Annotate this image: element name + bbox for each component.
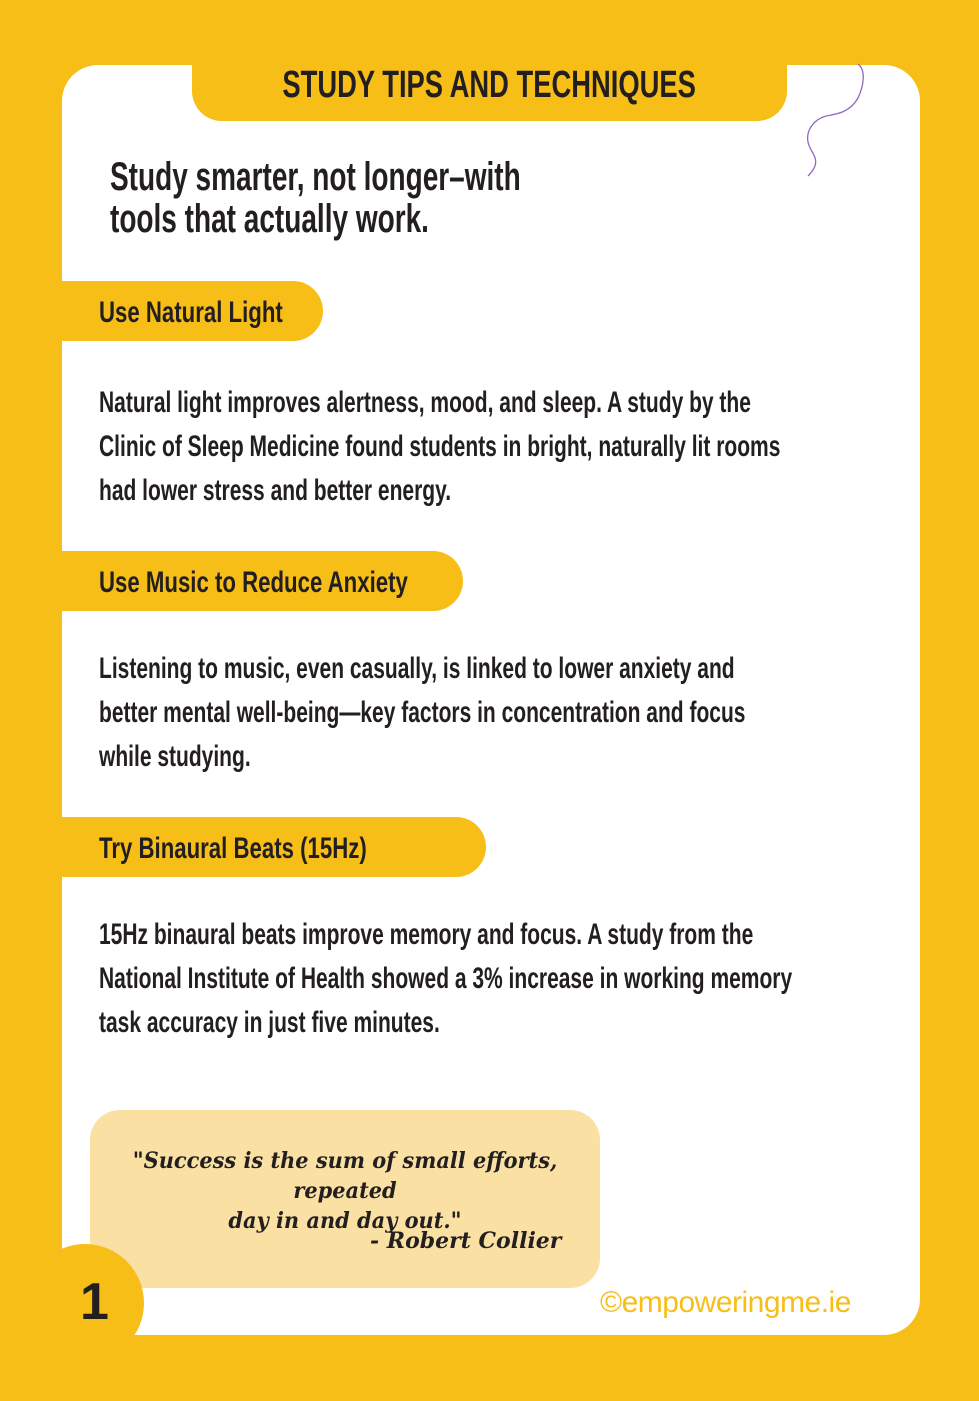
body-line: National Institute of Health showed a 3% increase in working memory <box>99 962 793 995</box>
body-line: task accuracy in just five minutes. <box>99 1006 440 1039</box>
quote-box <box>90 1110 600 1288</box>
body-line: Clinic of Sleep Medicine found students in bright, naturally lit rooms <box>99 430 781 463</box>
section-title-label: Use Natural Light <box>99 296 283 329</box>
decorative-squiggle-icon <box>790 60 880 180</box>
section-body-binaural-beats <box>99 913 979 1045</box>
headline <box>110 156 697 240</box>
section-title-binaural-beats <box>62 817 486 877</box>
body-line: while studying. <box>99 740 251 773</box>
section-body-natural-light <box>99 381 979 513</box>
headline-line: tools that actually work. <box>110 197 429 241</box>
page-title: STUDY TIPS AND TECHNIQUES <box>282 64 697 106</box>
page-number: 1 <box>80 1273 109 1331</box>
quote-text <box>90 1146 600 1236</box>
body-line: 15Hz binaural beats improve memory and focus. A study from the <box>99 918 754 951</box>
body-line: better mental well-being—key factors in concentration and focus <box>99 696 746 729</box>
header-tab <box>192 40 787 121</box>
section-body-music <box>99 647 979 779</box>
section-title-natural-light <box>62 281 323 341</box>
body-line: had lower stress and better energy. <box>99 474 452 507</box>
body-line: Listening to music, even casually, is linked to lower anxiety and <box>99 652 735 685</box>
quote-author: - Robert Collier <box>370 1228 562 1254</box>
quote-line: "Success is the sum of small efforts, repeated <box>132 1148 558 1204</box>
body-line: Natural light improves alertness, mood, and sleep. A study by the <box>99 386 751 419</box>
copyright-link[interactable]: ©empoweringme.ie <box>600 1286 851 1319</box>
section-title-label: Use Music to Reduce Anxiety <box>99 566 408 599</box>
headline-line: Study smarter, not longer–with <box>110 155 521 199</box>
section-title-label: Try Binaural Beats (15Hz) <box>99 832 367 865</box>
quote-line: day in and day out." <box>228 1208 462 1234</box>
section-title-music <box>62 551 463 611</box>
